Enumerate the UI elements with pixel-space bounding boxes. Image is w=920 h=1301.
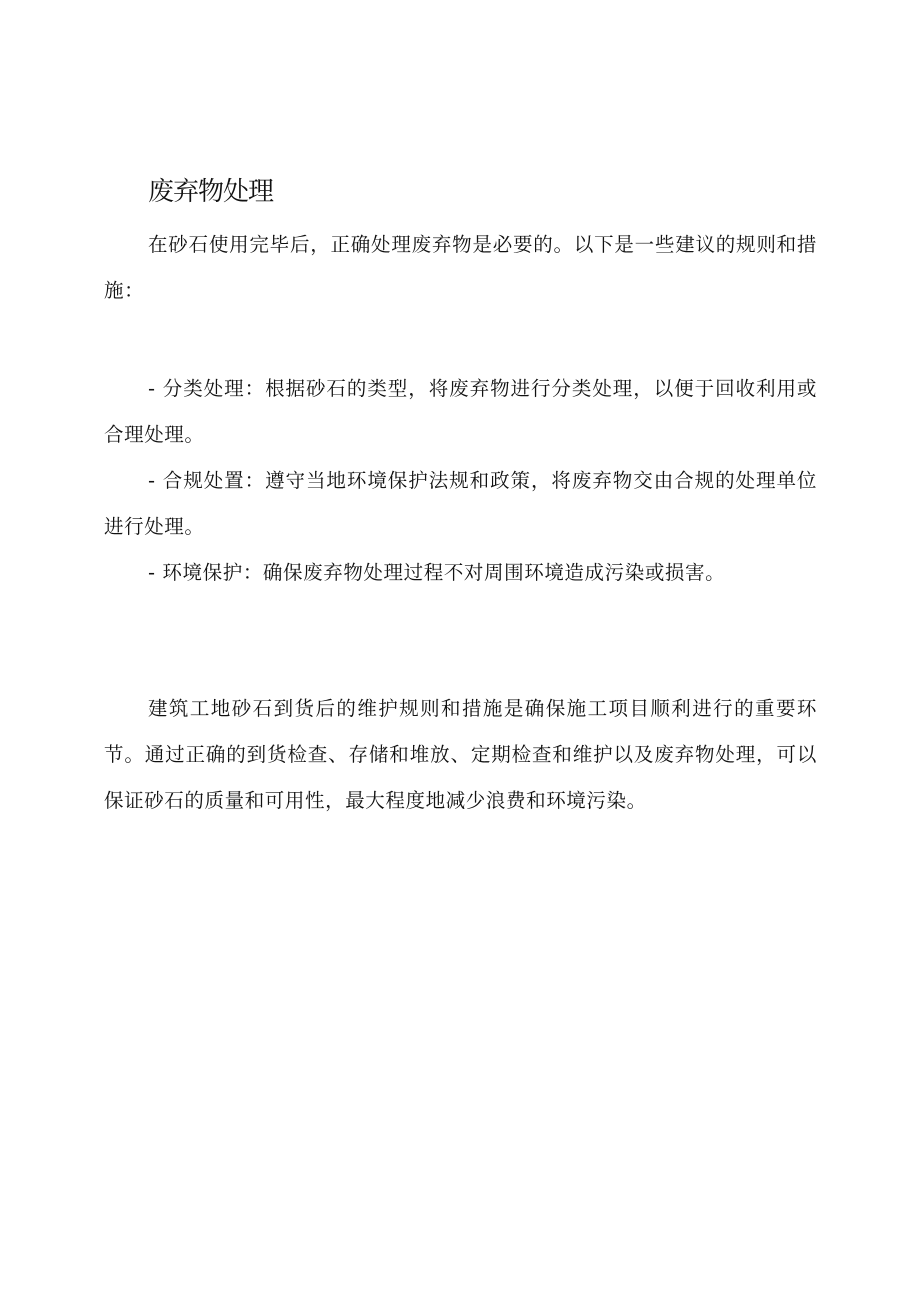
intro-paragraph: 在砂石使用完毕后，正确处理废弃物是必要的。以下是一些建议的规则和措施：: [104, 233, 817, 302]
section-heading: 废弃物处理: [148, 177, 274, 207]
list-item-compliant-disposal: - 合规处置：遵守当地环境保护法规和政策，将废弃物交由合规的处理单位进行处理。: [104, 469, 817, 538]
conclusion-paragraph: 建筑工地砂石到货后的维护规则和措施是确保施工项目顺利进行的重要环节。通过正确的到货检查、存储和堆放、定期检查和维护以及废弃物处理，可以保证砂石的质量和可用性，最大程度地减少浪费和环境污染。: [104, 697, 817, 812]
list-item-environment-protection: - 环境保护：确保废弃物处理过程不对周围环境造成污染或损害。: [148, 561, 726, 584]
list-item-classification: - 分类处理：根据砂石的类型，将废弃物进行分类处理，以便于回收利用或合理处理。: [104, 377, 817, 446]
